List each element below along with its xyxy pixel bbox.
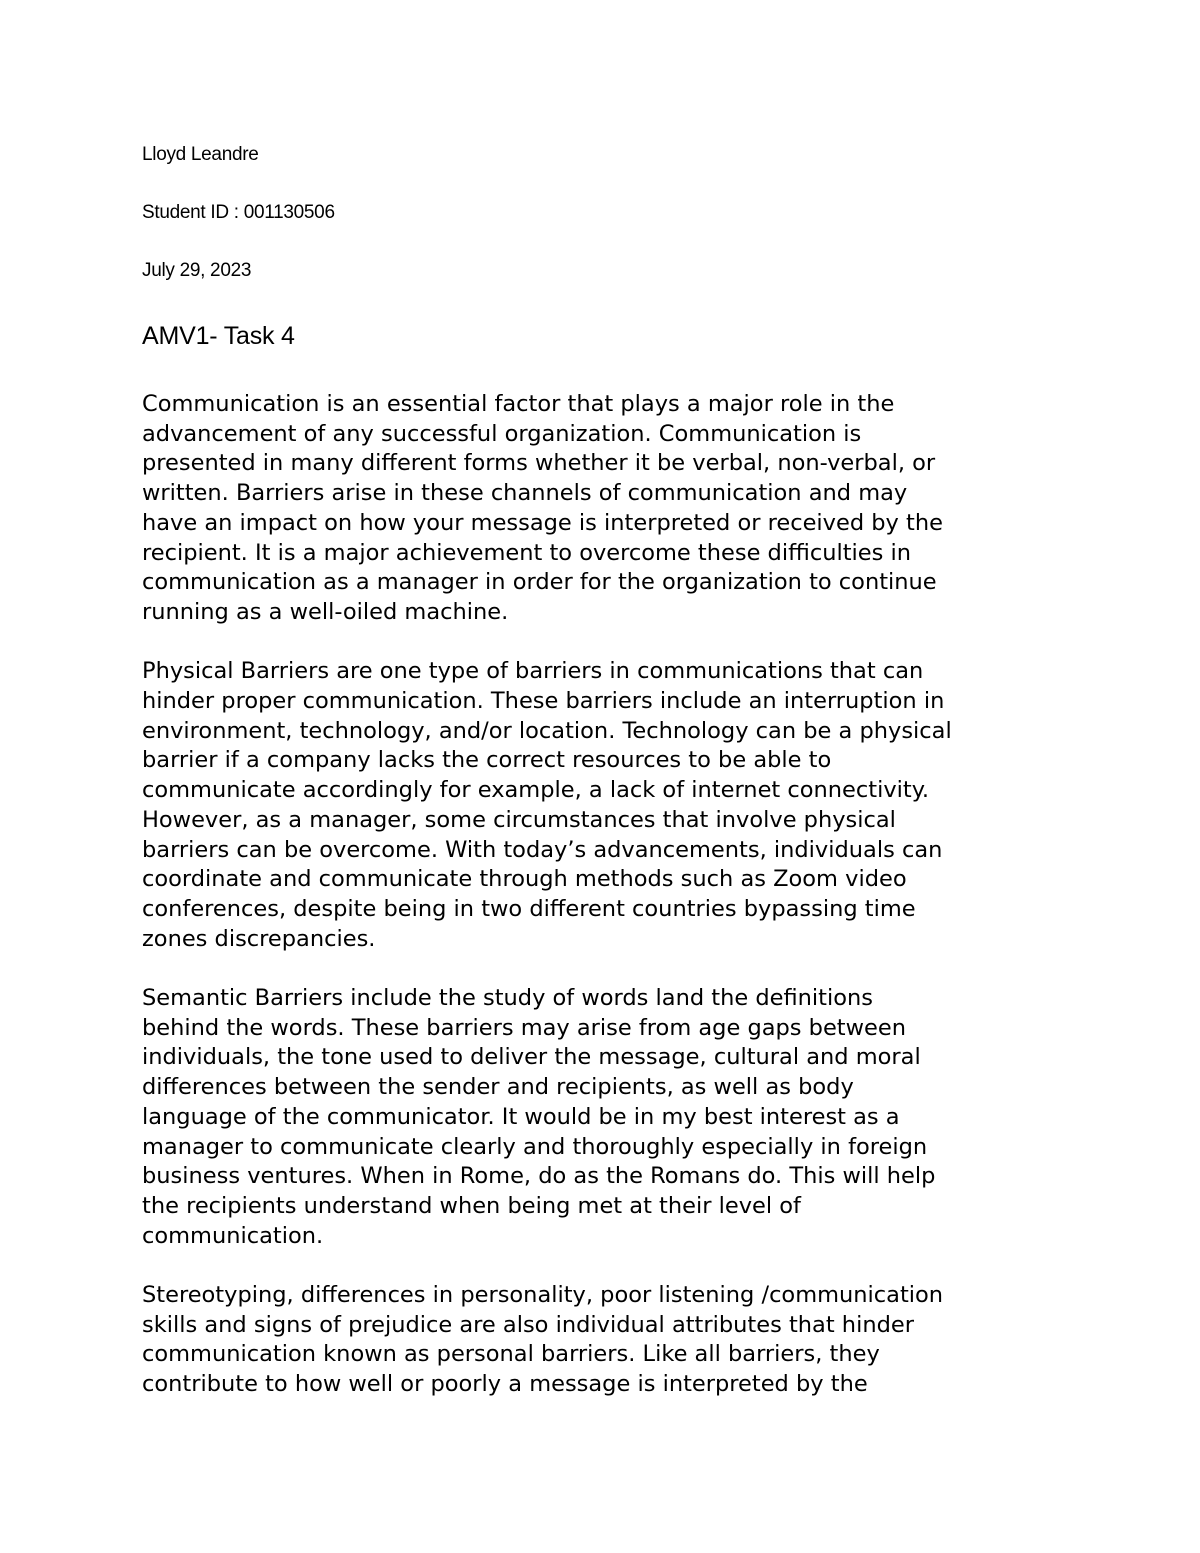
paragraph-line: communication.	[142, 1222, 324, 1249]
student-id: Student ID : 001130506	[142, 202, 335, 223]
paragraph-line: the recipients understand when being met at their level of	[142, 1192, 801, 1219]
paragraph-line: communication known as personal barriers. Like all barriers, they	[142, 1341, 880, 1368]
paragraph-line: Communication is an essential factor that plays a major role in the	[142, 391, 895, 417]
paragraph-line: recipient. It is a major achievement to overcome these difficulties in	[142, 539, 912, 566]
paragraph-line: behind the words. These barriers may arise from age gaps between	[142, 1014, 906, 1041]
paragraph-line: Stereotyping, differences in personality, poor listening /communication	[142, 1282, 944, 1309]
paragraph-line: communication as a manager in order for the organization to continue	[142, 569, 937, 596]
paragraph-line: hinder proper communication. These barriers include an interruption in	[142, 688, 945, 715]
paragraph-line: manager to communicate clearly and thoroughly especially in foreign	[142, 1133, 928, 1160]
paragraph-line: presented in many different forms whether it be verbal, non-verbal, or	[142, 450, 936, 477]
paragraph-line: written. Barriers arise in these channels of communication and may	[142, 480, 908, 507]
paragraph-line: contribute to how well or poorly a message is interpreted by the	[142, 1371, 868, 1398]
document-title: AMV1- Task 4	[142, 322, 295, 350]
document-date: July 29, 2023	[142, 260, 252, 281]
paragraph-line: differences between the sender and recipients, as well as body	[142, 1074, 854, 1101]
paragraph-line: coordinate and communicate through methods such as Zoom video	[142, 866, 907, 893]
body-paragraph	[142, 390, 1072, 628]
paragraph-line: have an impact on how your message is interpreted or received by the	[142, 509, 943, 536]
paragraph-line: zones discrepancies.	[142, 925, 376, 952]
paragraph-line: running as a well-oiled machine.	[142, 598, 509, 625]
paragraph-line: environment, technology, and/or location. Technology can be a physical	[142, 717, 952, 744]
paragraph-line: individuals, the tone used to deliver the message, cultural and moral	[142, 1044, 921, 1071]
paragraph-line: conferences, despite being in two different countries bypassing time	[142, 895, 916, 922]
paragraph-line: skills and signs of prejudice are also individual attributes that hinder	[142, 1311, 914, 1338]
paragraph-line: advancement of any successful organization. Communication is	[142, 420, 862, 447]
paragraph-line: business ventures. When in Rome, do as the Romans do. This will help	[142, 1163, 936, 1190]
paragraph-line: barrier if a company lacks the correct resources to be able to	[142, 747, 832, 774]
paragraph-line: However, as a manager, some circumstances that involve physical	[142, 806, 896, 833]
body-paragraph	[142, 1281, 1072, 1400]
document-body	[142, 390, 1072, 1430]
paragraph-line: Semantic Barriers include the study of words land the definitions	[142, 985, 873, 1012]
paragraph-line: Physical Barriers are one type of barriers in communications that can	[142, 658, 924, 685]
paragraph-line: language of the communicator. It would be in my best interest as a	[142, 1103, 900, 1130]
body-paragraph	[142, 984, 1072, 1251]
author-name: Lloyd Leandre	[142, 144, 259, 165]
paragraph-line: communicate accordingly for example, a lack of internet connectivity.	[142, 777, 929, 804]
paragraph-line: barriers can be overcome. With today’s advancements, individuals can	[142, 836, 943, 863]
body-paragraph	[142, 657, 1072, 954]
